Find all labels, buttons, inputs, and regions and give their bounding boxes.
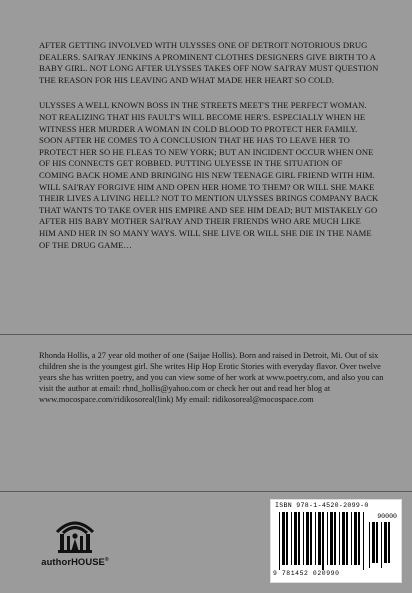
author-bio [39, 350, 384, 405]
barcode-bar [286, 512, 288, 565]
barcode-bar [294, 512, 297, 565]
registered-mark: ® [104, 556, 109, 563]
barcode-bar [376, 522, 378, 563]
barcode-bar [334, 512, 336, 565]
barcode-bar [358, 512, 360, 565]
barcode-bar [327, 512, 328, 565]
barcode-bar [310, 512, 312, 565]
blurb-paragraph-2: ULYSSES A WELL KNOWN BOSS IN THE STREETS MEET'S THE PERFECT WOMAN. NOT REALIZING THAT HIS FAULT'S WILL BECOME HER'S. ESPECIALLY WHEN HE WITNESS HER MURDER A WOMAN IN COLD BLOOD TO PROTECT HER FAMILY. SOON AFTER HE COMES TO A CONCLUSION THAT HE HAS TO LEAVE HER TO PROTECT HER SO HE FLEAS TO NEW YORK; BUT AN INCIDENT OCCUR WHEN ONE OF HIS CONNECTS GET ROBBED. PUTTING ULYESSE IN THE SITUATION OF COMING BACK HOME AND BRINGING HIS NEW TEENAGE GIRL FRIEND WITH HIM. WILL SAI'RAY FORGIVE HIM AND OPEN HER HOME TO THEM? OR WILL SHE MAKE THEIR LIVES A LIVING HELL? NOT TO MENTION ULYSSES BRINGS COMPANY BACK THAT WANTS TO TAKE OVER HIS EMPIRE AND SEE HIM DEAD; BUT MISTAKELY GO AFTER HIS BABY MOTHER SAI'RAY AND THEIR FRIENDS WHO ARE MUCH LIKE HIM AND HER IN SO MANY WAYS. WILL SHE LIVE OR WILL SHE DIE IN THE NAME OF THE DRUG GAME… [39, 100, 379, 250]
barcode-bar [354, 512, 357, 565]
barcode-bar [322, 512, 324, 570]
authorhouse-logo-icon [53, 518, 97, 554]
addon-barcode-bars [369, 522, 395, 568]
publisher-logo [30, 518, 120, 567]
barcode-bar [291, 512, 292, 565]
barcode-bar [388, 522, 390, 563]
isbn-number: ISBN 978-1-4520-2099-0 [275, 502, 369, 509]
isbn-barcode [270, 499, 402, 583]
barcode-bar [330, 512, 333, 565]
barcode-bar [315, 512, 316, 565]
barcode-bar [298, 512, 300, 565]
blurb-paragraph-1: AFTER GETTING INVOLVED WITH ULYSSES ONE OF DETROIT NOTORIOUS DRUG DEALERS. SAI'RAY JENKINS A PROMINENT CLOTHES DESIGNERS GIVE BIRTH TO A BABY GIRL. NOT LONG AFTER ULYSSES TAKES OFF NOW SAI'RAY MUST QUESTION THE REASON FOR HIS LEAVING AND WHAT MADE HER HEART SO COLD. [39, 40, 379, 85]
barcode-bar [279, 512, 280, 570]
publisher-wordmark [30, 556, 120, 567]
barcode-bar [318, 512, 321, 565]
publisher-name-bold: HOUSE [71, 556, 105, 567]
barcode-bar [346, 512, 348, 565]
ean-barcode-bars [279, 512, 367, 570]
price-code: 90000 [377, 513, 397, 520]
back-cover-blurb [39, 40, 379, 265]
publisher-name: author [41, 556, 72, 567]
author-bio-text: Rhonda Hollis, a 27 year old mother of one (Saijae Hollis). Born and raised in Detroit, Mi. Out of six children she is the youngest girl. She writes Hip Hop Erotic Stories with everyday flavor. Over twelve years she has written poetry, and you can view some of her work at www.poetry.com, and also you can visit the author at email: rhnd_hollis@yahoo.com or check her out and read her blog at www.mocospace.com/ridikosoreal(link) My email: ridikosoreal@mocospace.com [39, 351, 384, 405]
barcode-bar [303, 512, 304, 565]
top-divider [0, 334, 412, 335]
barcode-bar [372, 522, 375, 563]
barcode-bar [339, 512, 340, 565]
ean-number: 9 781452 020990 [273, 570, 340, 577]
barcode-bar [351, 512, 352, 565]
barcode-bar [384, 522, 387, 563]
barcode-bar [306, 512, 309, 565]
barcode-bar [369, 522, 370, 568]
barcode-bar [363, 512, 364, 570]
barcode-bar [282, 512, 285, 565]
barcode-bar [342, 512, 345, 565]
barcode-bar [381, 522, 382, 568]
bottom-divider [0, 491, 412, 492]
